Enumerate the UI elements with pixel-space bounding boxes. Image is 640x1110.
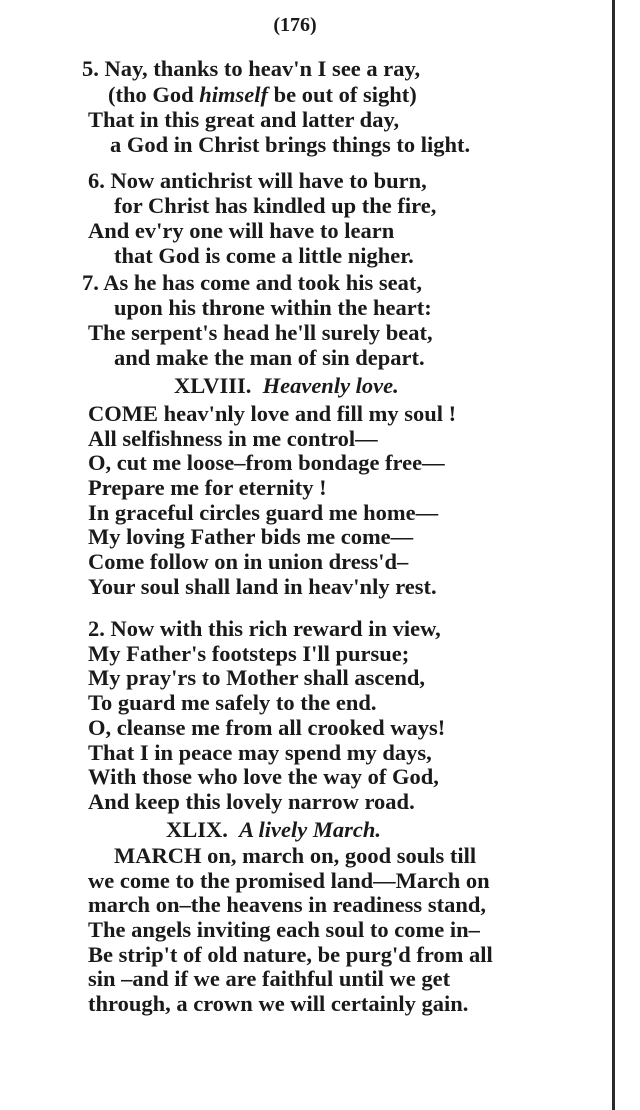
verse-line: The serpent's head he'll surely beat, [88,320,433,345]
verse-line: That I in peace may spend my days, [88,740,432,765]
page-number: (176) [273,14,317,36]
verse-line: All selfishness in me control— [88,426,378,451]
verse-line: sin –and if we are faithful until we get [88,966,451,991]
verse-line: My Father's footsteps I'll pursue; [88,641,410,666]
verse-line: and make the man of sin depart. [114,345,425,370]
verse-line: Prepare me for eternity ! [88,475,327,500]
verse-line: Your soul shall land in heav'nly rest. [88,574,437,599]
verse-line: that God is come a little nigher. [114,243,414,268]
verse-line: 2. Now with this rich reward in view, [88,616,441,641]
verse-line: 7. As he has come and took his seat, [82,270,423,295]
hymn-heading [166,817,381,843]
verse-line: MARCH on, march on, good souls till [114,843,477,868]
hymn-number: XLIX. [166,817,228,842]
verse-line: In graceful circles guard me home— [88,500,439,525]
verse-line: Be strip't of old nature, be purg'd from all [88,942,493,967]
verse-line: O, cut me loose–from bondage free— [88,450,445,475]
verse-line: My loving Father bids me come— [88,524,414,549]
verse-line: upon his throne within the heart: [114,295,432,320]
hymn-title: Heavenly love. [262,373,399,398]
verse-line: (tho God himself be out of sight) [108,82,417,107]
verse-line: 6. Now antichrist will have to burn, [88,168,427,193]
verse-line: a God in Christ brings things to light. [110,132,471,157]
verse-line: Come follow on in union dress'd– [88,549,409,574]
verse-line: O, cleanse me from all crooked ways! [88,715,446,740]
verse-line: for Christ has kindled up the fire, [114,193,437,218]
verse-line: The angels inviting each soul to come in– [88,917,480,942]
verse-line: march on–the heavens in readiness stand, [88,892,486,917]
hymn-heading [174,373,399,399]
verse-line: 5. Nay, thanks to heav'n I see a ray, [82,56,421,81]
verse-line: And keep this lovely narrow road. [88,789,415,814]
verse-line: we come to the promised land—March on [88,868,490,893]
verse-line: COME heav'nly love and fill my soul ! [88,401,457,426]
verse-line: To guard me safely to the end. [88,690,377,715]
hymn-number: XLVIII. [174,373,252,398]
verse-line: My pray'rs to Mother shall ascend, [88,665,426,690]
page-edge-rule [612,0,615,1110]
verse-line: With those who love the way of God, [88,764,439,789]
verse-line: through, a crown we will certainly gain. [88,991,469,1016]
verse-line: That in this great and latter day, [88,107,400,132]
verse-line: And ev'ry one will have to learn [88,218,395,243]
hymn-title: A lively March. [239,817,382,842]
